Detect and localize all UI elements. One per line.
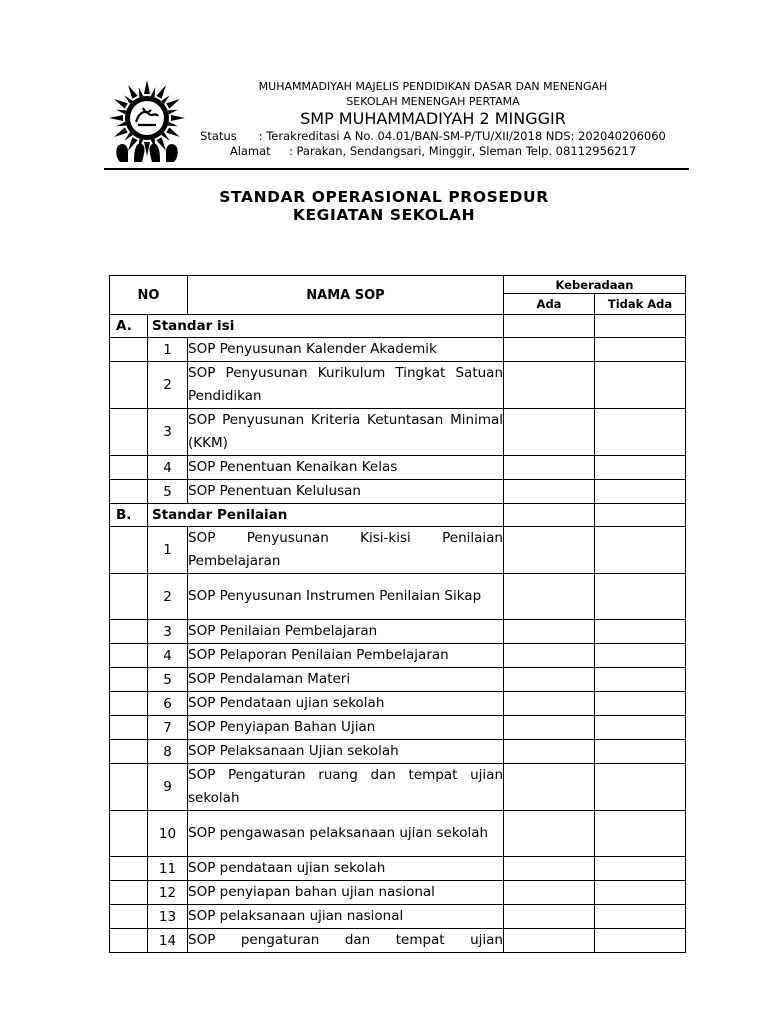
blank-cell xyxy=(110,644,148,668)
section-row xyxy=(110,504,686,527)
row-number: 4 xyxy=(148,644,188,668)
blank-cell xyxy=(110,929,148,953)
header-tidak-ada: Tidak Ada xyxy=(595,294,686,315)
sop-name: SOP Penilaian Pembelajaran xyxy=(188,620,504,644)
tidak-ada-cell[interactable] xyxy=(595,527,686,574)
tidak-ada-cell[interactable] xyxy=(595,692,686,716)
blank-cell xyxy=(110,480,148,504)
sop-name: SOP Penyusunan Kisi-kisi Penilaian Pembelajaran xyxy=(188,527,504,574)
row-number: 1 xyxy=(148,527,188,574)
header-keberadaan: Keberadaan xyxy=(504,276,686,294)
ada-cell[interactable] xyxy=(504,857,595,881)
table-row xyxy=(110,764,686,811)
tidak-ada-cell[interactable] xyxy=(595,881,686,905)
table-row xyxy=(110,409,686,456)
blank-cell xyxy=(110,409,148,456)
header-ada: Ada xyxy=(504,294,595,315)
ada-cell[interactable] xyxy=(504,811,595,857)
address-label: Alamat xyxy=(229,144,271,158)
address-value: : Parakan, Sendangsari, Minggir, Sleman Telp. 08112956217 xyxy=(288,144,637,158)
ada-cell[interactable] xyxy=(504,692,595,716)
org-line: MUHAMMADIYAH MAJELIS PENDIDIKAN DASAR DAN MENENGAH xyxy=(258,80,608,93)
ada-cell[interactable] xyxy=(504,574,595,620)
section-row xyxy=(110,315,686,338)
table-row xyxy=(110,692,686,716)
row-number: 1 xyxy=(148,338,188,362)
sop-name: SOP Penyusunan Instrumen Penilaian Sikap xyxy=(188,574,504,620)
ada-cell[interactable] xyxy=(504,315,595,338)
row-number: 10 xyxy=(148,811,188,857)
ada-cell[interactable] xyxy=(504,620,595,644)
blank-cell xyxy=(110,692,148,716)
ada-cell[interactable] xyxy=(504,929,595,953)
table-row xyxy=(110,857,686,881)
tidak-ada-cell[interactable] xyxy=(595,811,686,857)
sop-name: SOP Penyusunan Kriteria Ketuntasan Minimal (KKM) xyxy=(188,409,504,456)
tidak-ada-cell[interactable] xyxy=(595,857,686,881)
ada-cell[interactable] xyxy=(504,456,595,480)
sop-name: SOP pengawasan pelaksanaan ujian sekolah xyxy=(188,811,504,857)
tidak-ada-cell[interactable] xyxy=(595,480,686,504)
sop-name: SOP pengaturan dan tempat ujian xyxy=(188,929,504,953)
status-line xyxy=(200,129,666,144)
sop-name: SOP Penyusunan Kalender Akademik xyxy=(188,338,504,362)
ada-cell[interactable] xyxy=(504,362,595,409)
tidak-ada-cell[interactable] xyxy=(595,620,686,644)
blank-cell xyxy=(110,362,148,409)
blank-cell xyxy=(110,716,148,740)
sop-name: SOP Pengaturan ruang dan tempat ujian sekolah xyxy=(188,764,504,811)
table-row xyxy=(110,362,686,409)
blank-cell xyxy=(110,764,148,811)
status-value: : Terakreditasi A No. 04.01/BAN-SM-P/TU/XII/2018 NDS: 202040206060 xyxy=(258,129,666,143)
blank-cell xyxy=(110,857,148,881)
blank-cell xyxy=(110,668,148,692)
tidak-ada-cell[interactable] xyxy=(595,668,686,692)
row-number: 14 xyxy=(148,929,188,953)
table-row xyxy=(110,644,686,668)
ada-cell[interactable] xyxy=(504,527,595,574)
row-number: 5 xyxy=(148,480,188,504)
document-title-line1: STANDAR OPERASIONAL PROSEDUR xyxy=(219,188,549,206)
tidak-ada-cell[interactable] xyxy=(595,315,686,338)
blank-cell xyxy=(110,527,148,574)
school-name: SMP MUHAMMADIYAH 2 MINGGIR xyxy=(300,109,566,128)
table-row xyxy=(110,527,686,574)
ada-cell[interactable] xyxy=(504,338,595,362)
row-number: 2 xyxy=(148,574,188,620)
blank-cell xyxy=(110,740,148,764)
muhammadiyah-sun-logo-icon xyxy=(104,78,190,164)
ada-cell[interactable] xyxy=(504,480,595,504)
sop-name: SOP penyiapan bahan ujian nasional xyxy=(188,881,504,905)
ada-cell[interactable] xyxy=(504,668,595,692)
ada-cell[interactable] xyxy=(504,905,595,929)
blank-cell xyxy=(110,338,148,362)
sop-name: SOP Penyusunan Kurikulum Tingkat Satuan Pendidikan xyxy=(188,362,504,409)
row-number: 4 xyxy=(148,456,188,480)
row-number: 12 xyxy=(148,881,188,905)
ada-cell[interactable] xyxy=(504,716,595,740)
blank-cell xyxy=(110,881,148,905)
row-number: 5 xyxy=(148,668,188,692)
blank-cell xyxy=(110,456,148,480)
tidak-ada-cell[interactable] xyxy=(595,740,686,764)
row-number: 7 xyxy=(148,716,188,740)
ada-cell[interactable] xyxy=(504,764,595,811)
tidak-ada-cell[interactable] xyxy=(595,929,686,953)
table-row xyxy=(110,574,686,620)
table-row xyxy=(110,480,686,504)
tidak-ada-cell[interactable] xyxy=(595,409,686,456)
sop-name: SOP pelaksanaan ujian nasional xyxy=(188,905,504,929)
letterhead-divider xyxy=(104,168,689,170)
address-line xyxy=(200,144,666,159)
table-row xyxy=(110,881,686,905)
row-number: 6 xyxy=(148,692,188,716)
table-row xyxy=(110,338,686,362)
sop-name: SOP Penyiapan Bahan Ujian xyxy=(188,716,504,740)
ada-cell[interactable] xyxy=(504,409,595,456)
ada-cell[interactable] xyxy=(504,881,595,905)
ada-cell[interactable] xyxy=(504,504,595,527)
tidak-ada-cell[interactable] xyxy=(595,764,686,811)
section-name: Standar isi xyxy=(148,315,504,338)
tidak-ada-cell[interactable] xyxy=(595,644,686,668)
sop-name: SOP Pendalaman Materi xyxy=(188,668,504,692)
header-no: NO xyxy=(110,276,188,315)
tidak-ada-cell[interactable] xyxy=(595,905,686,929)
row-number: 11 xyxy=(148,857,188,881)
table-row xyxy=(110,668,686,692)
table-row xyxy=(110,811,686,857)
section-letter: A. xyxy=(110,315,148,338)
tidak-ada-cell[interactable] xyxy=(595,504,686,527)
table-row xyxy=(110,905,686,929)
tidak-ada-cell[interactable] xyxy=(595,362,686,409)
table-row xyxy=(110,740,686,764)
sop-name: SOP Pelaporan Penilaian Pembelajaran xyxy=(188,644,504,668)
table-row xyxy=(110,929,686,953)
row-number: 2 xyxy=(148,362,188,409)
header-nama-sop: NAMA SOP xyxy=(188,276,504,315)
tidak-ada-cell[interactable] xyxy=(595,456,686,480)
tidak-ada-cell[interactable] xyxy=(595,716,686,740)
blank-cell xyxy=(110,620,148,644)
sop-table xyxy=(109,275,686,953)
row-number: 13 xyxy=(148,905,188,929)
school-type: SEKOLAH MENENGAH PERTAMA xyxy=(346,95,520,108)
blank-cell xyxy=(110,811,148,857)
tidak-ada-cell[interactable] xyxy=(595,338,686,362)
row-number: 3 xyxy=(148,409,188,456)
sop-name: SOP pendataan ujian sekolah xyxy=(188,857,504,881)
table-row xyxy=(110,620,686,644)
row-number: 9 xyxy=(148,764,188,811)
row-number: 8 xyxy=(148,740,188,764)
ada-cell[interactable] xyxy=(504,740,595,764)
section-letter: B. xyxy=(110,504,148,527)
section-name: Standar Penilaian xyxy=(148,504,504,527)
document-title-line2: KEGIATAN SEKOLAH xyxy=(292,206,476,224)
status-label: Status xyxy=(200,129,237,143)
tidak-ada-cell[interactable] xyxy=(595,574,686,620)
ada-cell[interactable] xyxy=(504,644,595,668)
blank-cell xyxy=(110,905,148,929)
sop-name: SOP Penentuan Kenaikan Kelas xyxy=(188,456,504,480)
sop-name: SOP Pelaksanaan Ujian sekolah xyxy=(188,740,504,764)
table-row xyxy=(110,456,686,480)
blank-cell xyxy=(110,574,148,620)
table-row xyxy=(110,716,686,740)
sop-name: SOP Pendataan ujian sekolah xyxy=(188,692,504,716)
sop-name: SOP Penentuan Kelulusan xyxy=(188,480,504,504)
row-number: 3 xyxy=(148,620,188,644)
